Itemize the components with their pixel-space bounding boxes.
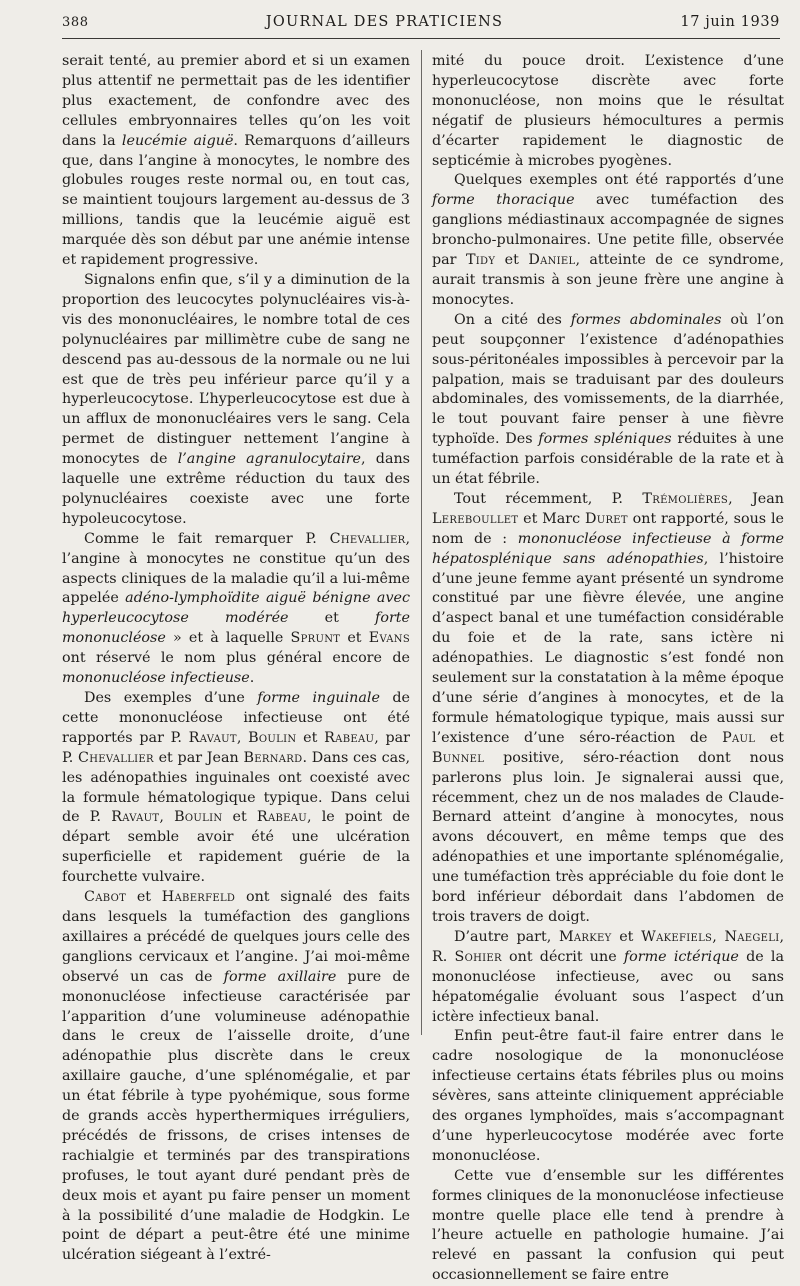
- text-run: ont signalé des faits dans lesquels la tuméfaction des ganglions axillaires a précédé de quelques jours celle des ganglions cervicaux et l’angine. J’ai moi-même observé un cas de: [62, 889, 410, 985]
- paragraph: [62, 530, 410, 689]
- text-run: , l’angine à monocytes ne constitue qu’un des aspects cliniques de la maladie qu’il a lui-même appelée: [62, 530, 410, 607]
- text-run: serait tenté, au premier abord et si un examen plus attentif ne permettait pas de les identifier plus exactement, de confondre avec des cellules embryonnaires telles qu’on les voit dans la: [62, 53, 410, 149]
- paragraph: [62, 888, 410, 1266]
- text-run: ,: [159, 809, 175, 826]
- paragraph: [432, 490, 784, 928]
- text-run: mité du pouce droit. L’existence d’une hyperleucocytose discrète avec forte mononucléose, non moins que le résultat négatif de plusieurs hémocultures a permis d’écarter rapidement le diagnostic de septicémie à microbes pyogènes.: [432, 53, 784, 169]
- italic-term: forme ictérique: [623, 948, 739, 965]
- paragraph: [432, 171, 784, 310]
- text-run: positive, séro-réaction dont nous parlerons plus loin. Je signalerai aussi que, récemment, chez un de nos malades de Claude-Bernard atteint d’angine à monocytes, nous avons découvert, en même temps que des adénopathies et une importante splénomégalie, une tuméfaction très appréciable du foie dont le bord inférieur débordait dans l’abdomen de trois travers de doigt.: [432, 749, 784, 925]
- paragraph: [432, 1027, 784, 1166]
- text-run: , dans laquelle une extrême réduction du taux des polynucléaires coexiste avec une forte hypoleucocytose.: [62, 451, 411, 527]
- text-run: de la mononucléose infectieuse, avec ou sans hépatomégalie évoluant sous l’aspect d’un ictère infectieux banal.: [432, 948, 785, 1025]
- author-name: Rabeau: [324, 729, 375, 746]
- paragraph: [432, 1167, 784, 1286]
- author-name: Chevallier: [78, 749, 154, 766]
- author-name: Rabeau: [256, 809, 308, 826]
- author-name: Boulin: [174, 809, 223, 826]
- author-name: Ravaut: [111, 809, 160, 826]
- text-run: et: [755, 729, 784, 746]
- italic-term: forme axillaire: [223, 968, 337, 985]
- running-header: [62, 14, 780, 34]
- text-run: Signalons enfin que, s’il y a diminution de la proportion des leucocytes polynucléaires vis-à-vis des mononucléaires, le nombre total de ces polynucléaires par millimètre cube de sang ne descend pas au-dessous de la normale ou ne lui est que de très peu inférieur parce qu’il y a hyperleucocytose. L’hyperleucocytose est due à un afflux de mononucléaires vers le sang. Cela permet de distinguer nettement l’angine à monocytes de: [62, 271, 410, 468]
- text-run: , Jean: [728, 490, 784, 507]
- italic-term: l’angine agranulocytaire: [177, 451, 362, 468]
- italic-term: formes spléniques: [538, 431, 672, 448]
- text-run: et: [611, 928, 642, 945]
- text-run: . Dans ces cas, les adénopathies inguinales ont coexisté avec la formule hématologique typique. Dans celui de P.: [62, 749, 411, 826]
- paragraph: [432, 52, 784, 171]
- text-run: . Remarquons d’ailleurs que, dans l’angine à monocytes, le nombre des globules rouges reste normal ou, en tout cas, se maintient toujours largement au-dessus de 3 millions, tandis que la leucémie aiguë est marquée dès son début par une anémie intense et rapidement progressive.: [62, 132, 410, 269]
- author-name: Haberfeld: [161, 889, 236, 906]
- italic-term: forme inguinale: [257, 690, 380, 706]
- issue-date: 17 juin 1939: [680, 14, 780, 30]
- text-run: Comme le fait remarquer P.: [84, 530, 330, 547]
- text-run: et Marc: [518, 510, 585, 527]
- italic-term: formes abdominales: [570, 311, 722, 328]
- author-name: Naegeli: [724, 928, 780, 945]
- author-name: Boulin: [248, 729, 297, 746]
- column-divider: [421, 50, 422, 1035]
- author-name: Wakefiels: [641, 928, 713, 945]
- author-name: Paul: [722, 729, 756, 746]
- text-run: » et à laquelle: [165, 630, 291, 647]
- author-name: Tidy: [465, 252, 496, 269]
- author-name: Lereboullet: [432, 510, 519, 527]
- text-run: ont réservé le nom plus général encore de: [62, 650, 410, 667]
- text-run: , R.: [432, 928, 785, 965]
- text-run: et: [222, 809, 257, 826]
- text-run: avec tuméfaction des ganglions médiastinaux accompagnée de signes broncho-pulmonaires. Une petite fille, observée par: [432, 192, 784, 269]
- italic-term: mononucléose infectieuse: [62, 670, 250, 687]
- text-run: Cette vue d’ensemble sur les différentes formes cliniques de la mononucléose infectieuse montre quelle place elle tend à prendre à l’heure actuelle en pathologie humaine. J’ai relevé en passant la confusion qui peut occasionnellement se faire entre: [432, 1167, 784, 1284]
- author-name: Chevallier: [329, 530, 406, 547]
- text-run: ont décrit une: [501, 948, 624, 965]
- paragraph: [62, 689, 410, 888]
- author-name: Trémolières: [642, 490, 729, 507]
- author-name: Ravaut: [188, 729, 237, 746]
- text-run: Quelques exemples ont été rapportés d’une: [454, 172, 784, 189]
- page-number: 388: [62, 15, 89, 30]
- paragraph: [432, 928, 784, 1028]
- italic-term: adéno-lymphoïdite aiguë bénigne avec hyperleucocytose modérée: [62, 590, 410, 627]
- author-name: Cabot: [84, 889, 127, 906]
- text-run: Des exemples d’une: [84, 690, 258, 706]
- text-run: ,: [712, 928, 725, 945]
- text-run: Tout récemment, P.: [454, 490, 643, 507]
- italic-term: forme thoracique: [432, 192, 575, 209]
- text-run: et: [495, 252, 529, 269]
- text-run: réduites à une tuméfaction parfois considérable de la rate et à un état fébrile.: [432, 431, 784, 488]
- text-run: , par P.: [62, 729, 411, 766]
- text-run: et: [340, 630, 369, 647]
- text-run: ,: [236, 729, 249, 746]
- text-run: Enfin peut-être faut-il faire entrer dans le cadre nosologique de la mononucléose infectieuse certains états fébriles plus ou moins sévères, sans atteinte cliniquement appréciable des organes lymphoïdes, mais s’accompagnant d’une hyperleucocytose modérée avec forte mononucléose.: [432, 1028, 784, 1164]
- text-run: , atteinte de ce syndrome, aurait transmis à son jeune frère une angine à monocytes.: [432, 252, 784, 308]
- author-name: Sprunt: [290, 630, 341, 647]
- text-run: On a cité des: [454, 311, 571, 328]
- left-column: [62, 52, 410, 1266]
- text-run: où l’on peut soupçonner l’existence d’adénopathies sous-péritonéales impossibles à percevoir par la palpation, mais se traduisant par des douleurs abdominales, des vomissements, de la diarrhée, le tout pouvant faire penser à une fièvre typhoïde. Des: [432, 311, 784, 448]
- italic-term: leucémie aiguë: [121, 132, 234, 149]
- text-run: et: [296, 729, 325, 746]
- text-run: et: [126, 889, 162, 906]
- journal-title: JOURNAL DES PRATICIENS: [265, 14, 504, 30]
- text-run: et par Jean: [153, 749, 244, 766]
- author-name: Bunnel: [432, 749, 485, 766]
- text-run: pure de mononucléose infectieuse caractérisée par l’apparition d’une volumineuse adénopathie dans le creux de l’aisselle droite, d’une adénopathie plus discrète dans le creux axillaire gauche, d’une splénomégalie, et par un état fébrile à type pyohémique, sous forme de grands accès hyperthermiques irréguliers, précédés de frissons, de crises intenses de rachialgie et terminés par des transpirations profuses, le tout ayant duré pendant près de deux mois et ayant pu faire penser un moment à la possibilité d’une maladie de Hodgkin. Le point de départ a peut-être été une minime ulcération siégeant à l’extré-: [62, 968, 410, 1264]
- italic-term: forte mononucléose: [62, 610, 410, 647]
- text-run: .: [249, 670, 255, 687]
- text-run: D’autre part,: [454, 928, 559, 945]
- author-name: Evans: [368, 630, 411, 647]
- header-rule: [62, 38, 780, 39]
- text-run: et: [288, 610, 376, 627]
- paragraph: [62, 271, 410, 530]
- paragraph: [432, 311, 784, 490]
- paragraph: [62, 52, 410, 271]
- text-run: ont rapporté, sous le nom de :: [432, 510, 784, 547]
- author-name: Sohier: [454, 948, 502, 965]
- author-name: Markey: [558, 928, 612, 945]
- italic-term: mononucléose infectieuse à forme hépatosplénique sans adénopathies: [432, 530, 785, 567]
- author-name: Duret: [584, 510, 628, 527]
- right-column: [432, 52, 784, 1286]
- text-run: , le point de départ semble avoir été une ulcération superficielle et rapidement guérie de la fourchette vulvaire.: [62, 809, 410, 886]
- text-run: de cette mononucléose infectieuse ont été rapportés par P.: [62, 690, 410, 746]
- author-name: Daniel: [528, 252, 576, 269]
- author-name: Bernard: [243, 749, 303, 766]
- text-run: , l’histoire d’une jeune femme ayant présenté un syndrome constitué par une fièvre élevée, une angine d’aspect banal et une tuméfaction considérable du foie et de la rate, sans ictère ni adénopathies. Le diagnostic s’est fondé non seulement sur la constatation à la même époque d’une série d’angines à monocytes, et de la formule hématologique typique, mais aussi sur l’existence d’une séro-réaction de: [432, 550, 785, 746]
